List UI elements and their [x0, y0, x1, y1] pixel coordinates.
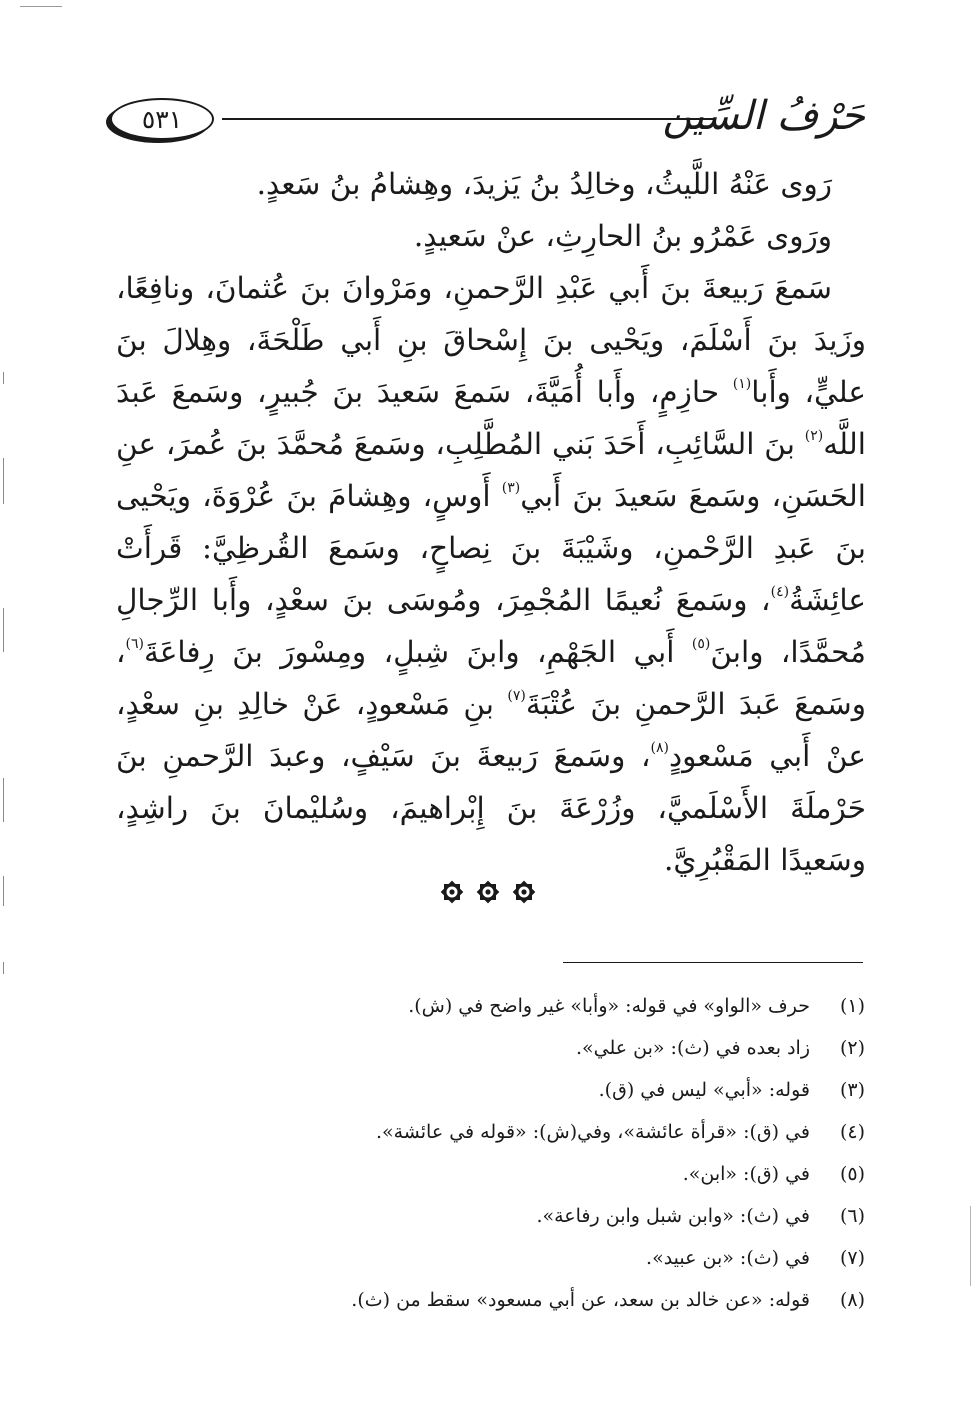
main-text: [116, 158, 866, 886]
footnote: [265, 1279, 865, 1321]
footnote-text: في (ث): «وابن شبل وابن رفاعة».: [536, 1205, 810, 1227]
footnote-text: في (ث): «بن عبيد».: [646, 1247, 810, 1269]
page-number: ٥٣١: [110, 98, 214, 140]
scan-edge-mark: [3, 962, 4, 974]
text-segment: أَوسٍ، وهِشامَ بنَ عُرْوَةَ، ويَحْيى بنَ عَبدِ الرَّحْمنِ، وشَيْبَةَ بنَ نِصاحٍ، وسَمعَ القُرظِيَّ: قَرأَتْ عائِشَةُ: [116, 479, 866, 617]
paragraph: رَوى عَنْهُ اللَّيثُ، وخالِدُ بنُ يَزيدَ، وهِشامُ بنُ سَعدٍ.: [256, 167, 832, 201]
page-header: [110, 88, 865, 150]
footnote-text: زاد بعده في (ث): «بن علي».: [575, 1037, 810, 1059]
footnote-ref[interactable]: (٢): [804, 428, 824, 444]
footnote: [265, 1153, 865, 1195]
scan-edge-mark: [3, 778, 4, 822]
footnote: [265, 1027, 865, 1069]
footnote: [265, 985, 865, 1027]
footnotes: [265, 985, 865, 1321]
scan-corner-mark: [20, 6, 62, 7]
scan-edge-mark: [970, 1206, 971, 1286]
footnote-number: (١): [839, 995, 865, 1017]
text-segment: ، وسَمعَ عَبدَ الرَّحمنِ بنَ عُتْبَةَ: [116, 635, 866, 721]
text-segment: ، وسَمعَ رَبيعةَ بنَ سَيْفٍ، وعبدَ الرَّحمنِ بنَ حَرْملَةَ الأَسْلَميَّ، وزُرْعَةَ بنَ إِبْراهيمَ، وسُليْمانَ بنَ راشِدٍ، وسَعيدًا المَقْبُرِيَّ.: [116, 739, 866, 877]
flower-ornament-icon: [438, 878, 466, 906]
scan-edge-mark: [3, 372, 4, 384]
footnote-ref[interactable]: (٥): [691, 636, 711, 652]
footnote-text: حرف «الواو» في قوله: «وأبا» غير واضح في (ش).: [408, 995, 810, 1017]
text-segment: بنِ مَسْعودٍ، عَنْ خالِدِ بنِ سعْدٍ، عنْ أَبي مَسْعودٍ: [116, 687, 866, 773]
text-segment: حازِمٍ، وأَبا أُمَيَّةَ، سَمعَ سَعيدَ بنَ جُبيرٍ، وسَمعَ عَبدَ اللَّه: [116, 375, 866, 461]
footnote-number: (٤): [839, 1121, 865, 1143]
section-divider-ornament: [438, 878, 538, 906]
scan-edge-mark: [3, 876, 4, 906]
footnote-number: (٨): [839, 1289, 865, 1311]
footnote-separator: [563, 962, 863, 963]
footnote-ref[interactable]: (٤): [770, 584, 790, 600]
scan-edge-mark: [3, 458, 4, 504]
footnote-text: قوله: «عن خالد بن سعد، عن أبي مسعود» سقط من (ث).: [351, 1289, 810, 1311]
footnote-number: (٣): [839, 1079, 865, 1101]
footnote-number: (٥): [839, 1163, 865, 1185]
footnote: [265, 1237, 865, 1279]
text-segment: بنَ السَّائِبِ، أَحَدَ بَني المُطَّلِبِ، وسَمعَ مُحمَّدَ بنَ عُمرَ، عنِ الحَسَنِ، وسَمعَ سَعيدَ بنَ أَبي: [116, 427, 866, 513]
flower-ornament-icon: [474, 878, 502, 906]
footnote-text: قوله: «أبي» ليس في (ق).: [598, 1079, 810, 1101]
flower-ornament-icon: [510, 878, 538, 906]
footnote-ref[interactable]: (٨): [650, 740, 669, 756]
paragraph: [116, 262, 866, 886]
footnote-text: في (ق): «ابن».: [682, 1163, 810, 1185]
chapter-title: حَرْفُ السِّين: [662, 93, 865, 139]
footnote-number: (٢): [839, 1037, 865, 1059]
footnote-ref[interactable]: (١): [732, 376, 752, 392]
footnote: [265, 1195, 865, 1237]
footnote-ref[interactable]: (٦): [125, 636, 144, 652]
footnote-number: (٧): [839, 1247, 865, 1269]
text-segment: ، وسَمعَ نُعيمًا المُجْمِرَ، ومُوسَى بنَ سعْدٍ، وأَبا الرِّجالِ مُحمَّدًا، وابنَ: [116, 583, 866, 669]
footnote-text: في (ق): «قرأة عائشة»، وفي(ش): «قوله في عائشة».: [375, 1121, 810, 1143]
header-rule: [222, 118, 715, 120]
text-segment: سَمعَ رَبيعةَ بنَ أَبي عَبْدِ الرَّحمنِ، ومَرْوانَ بنَ عُثمانَ، ونافِعًا، وزَيدَ بنَ أَسْلَمَ، ويَحْيى بنَ إِسْحاقَ بنِ أَبي طَلْحَةَ، وهِلالَ بنَ عليٍّ، وأَبا: [116, 271, 866, 409]
footnote-number: (٦): [839, 1205, 865, 1227]
footnote: [265, 1111, 865, 1153]
footnote-ref[interactable]: (٣): [501, 480, 521, 496]
footnote-ref[interactable]: (٧): [507, 688, 526, 704]
footnote: [265, 1069, 865, 1111]
text-segment: أَبي الجَهْمِ، وابنَ شِبلٍ، ومِسْورَ بنَ رِفاعَةَ: [144, 635, 692, 669]
scan-edge-mark: [3, 608, 4, 652]
paragraph: ورَوى عَمْرُو بنُ الحارِثِ، عنْ سَعيدٍ.: [413, 219, 832, 253]
